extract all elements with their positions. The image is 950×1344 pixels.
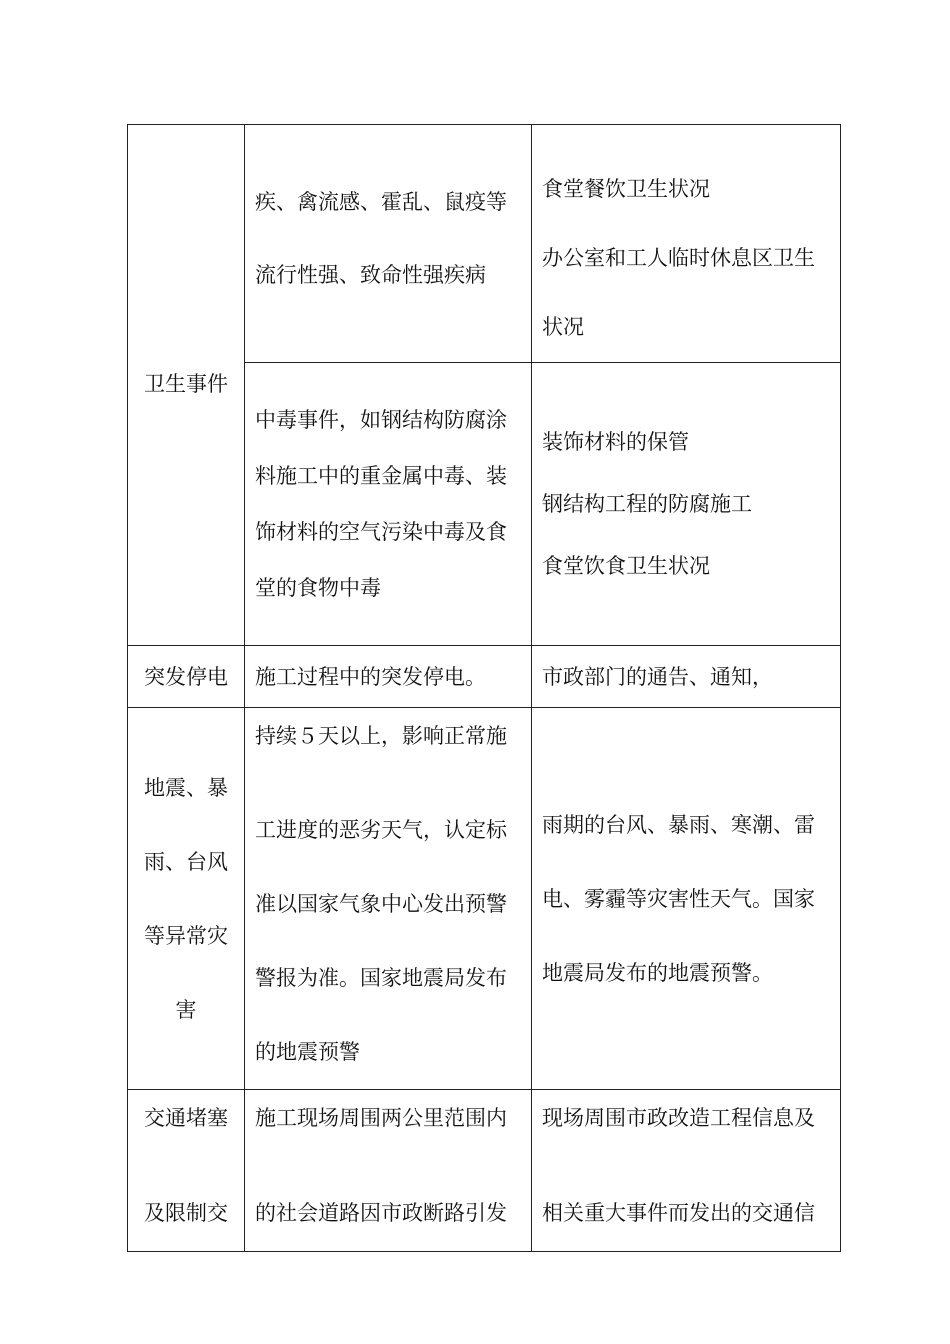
category-line: 地震、暴: [144, 775, 228, 800]
category-line: 突发停电: [144, 664, 228, 689]
impact-line: 的地震预警: [255, 1040, 360, 1064]
emergency-event-table: [127, 124, 841, 1252]
table-row: [128, 708, 841, 1090]
source-cell: [532, 646, 841, 708]
impact-line: 料施工中的重金属中毒、装: [255, 464, 507, 488]
source-line: 装饰材料的保管: [542, 430, 689, 454]
impact-line: 警报为准。国家地震局发布: [255, 966, 507, 990]
impact-line: 工进度的恶劣天气，认定标: [255, 818, 507, 842]
category-cell: [128, 1090, 245, 1252]
category-cell: [128, 646, 245, 708]
source-line: 市政部门的通告、通知，: [542, 664, 773, 689]
source-line: 相关重大事件而发出的交通信: [542, 1201, 815, 1225]
impact-line: 持续５天以上，影响正常施: [255, 724, 507, 748]
impact-line: 施工过程中的突发停电。: [255, 664, 486, 689]
impact-cell: [245, 363, 532, 646]
source-line: 办公室和工人临时休息区卫生: [542, 246, 815, 270]
source-line: 钢结构工程的防腐施工: [542, 492, 752, 516]
category-line: 等异常灾: [144, 923, 228, 948]
impact-line: 准以国家气象中心发出预警: [255, 892, 507, 916]
impact-line: 施工现场周围两公里范围内: [255, 1106, 507, 1130]
source-cell: [532, 708, 841, 1090]
category-line: 害: [175, 997, 197, 1022]
impact-line: 流行性强、致命性强疾病: [255, 263, 486, 287]
category-line: 卫生事件: [144, 372, 228, 397]
source-cell: [532, 125, 841, 363]
impact-cell: [245, 125, 532, 363]
source-cell: [532, 363, 841, 646]
source-cell: [532, 1090, 841, 1252]
impact-line: 饰材料的空气污染中毒及食: [255, 520, 507, 544]
impact-cell: [245, 646, 532, 708]
category-line: 交通堵塞: [144, 1106, 228, 1130]
source-line: 食堂餐饮卫生状况: [542, 177, 710, 201]
impact-cell: [245, 1090, 532, 1252]
table-row: [128, 1090, 841, 1252]
source-line: 状况: [542, 315, 584, 339]
impact-line: 的社会道路因市政断路引发: [255, 1201, 507, 1225]
category-line: 雨、台风: [144, 849, 228, 874]
impact-line: 堂的食物中毒: [255, 576, 381, 600]
impact-cell: [245, 708, 532, 1090]
impact-line: 疾、禽流感、霍乱、鼠疫等: [255, 190, 507, 214]
source-line: 现场周围市政改造工程信息及: [542, 1106, 815, 1130]
impact-line: 中毒事件，如钢结构防腐涂: [255, 408, 507, 432]
source-line: 食堂饮食卫生状况: [542, 554, 710, 578]
category-cell: [128, 708, 245, 1090]
category-cell: [128, 125, 245, 646]
source-line: 地震局发布的地震预警。: [542, 960, 773, 985]
source-line: 雨期的台风、暴雨、寒潮、雷: [542, 812, 815, 837]
source-line: 电、雾霾等灾害性天气。国家: [542, 886, 815, 911]
category-line: 及限制交: [144, 1201, 228, 1225]
table-row: [128, 646, 841, 708]
table-row: [128, 125, 841, 363]
